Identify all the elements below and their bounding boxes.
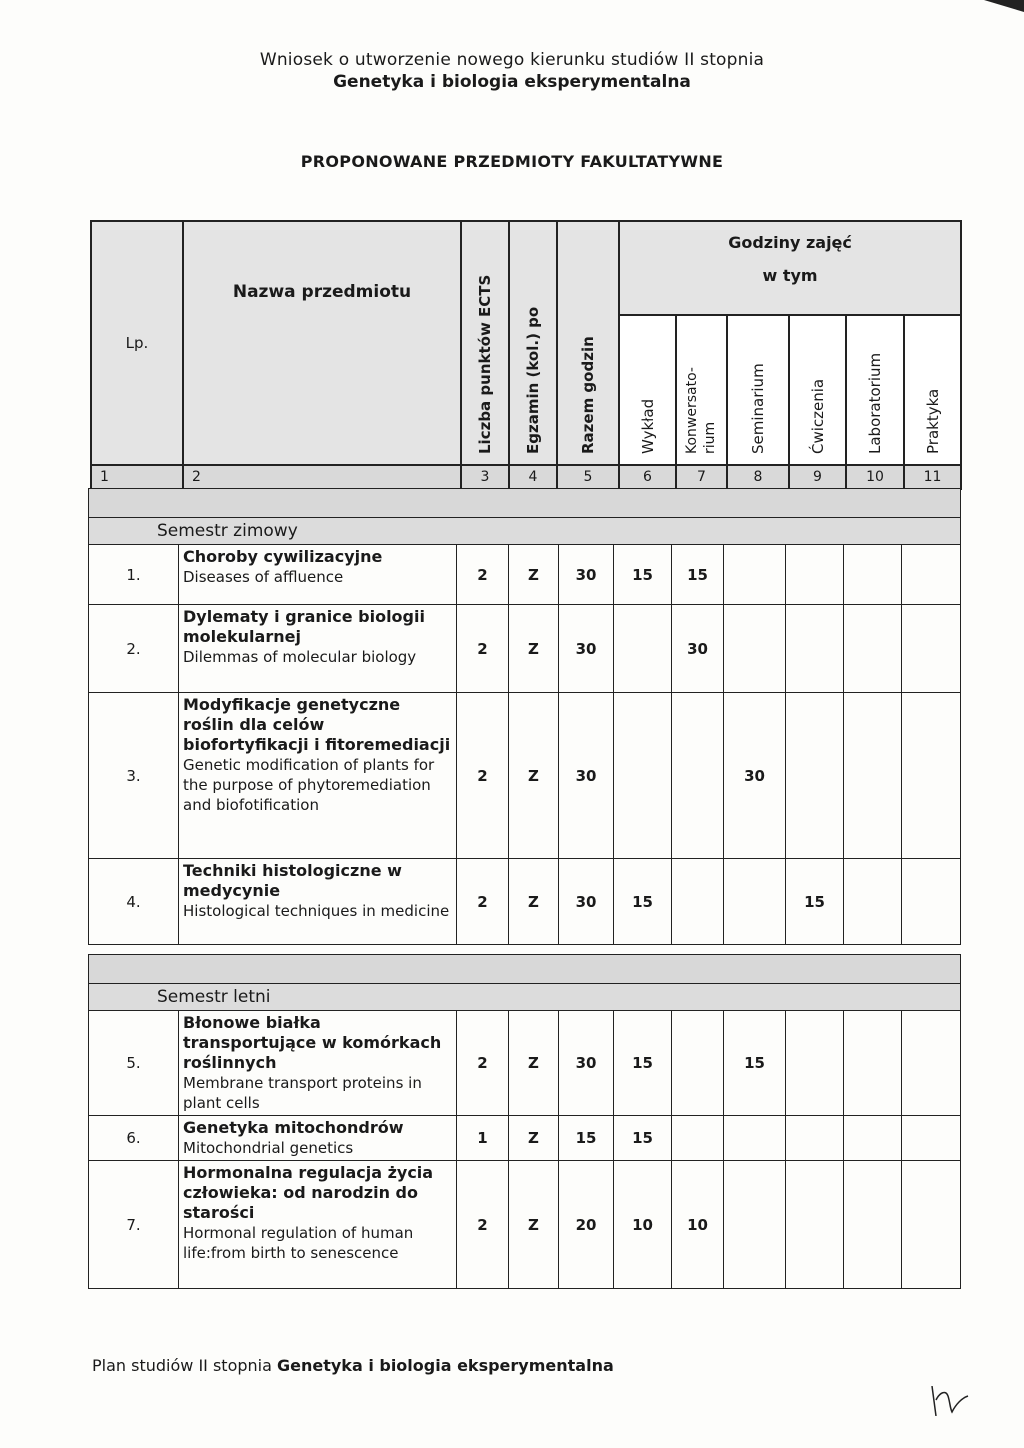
spacer-row [89, 955, 961, 984]
course-name-cell [179, 545, 457, 605]
seminarium-cell: 30 [724, 693, 786, 859]
lp-cell: 1. [89, 545, 179, 605]
razem-cell: 30 [559, 1011, 614, 1116]
course-name-cell [179, 1116, 457, 1161]
lp-cell: 7. [89, 1161, 179, 1289]
course-name-cell [179, 1161, 457, 1289]
wyklad-cell: 15 [614, 1011, 672, 1116]
lp-cell: 4. [89, 859, 179, 945]
col-number: 9 [789, 465, 846, 489]
seminarium-cell: 15 [724, 1011, 786, 1116]
course-name-en: Genetic modification of plants for the purpose of phytoremediation and biofotification [183, 756, 435, 814]
semester-name: Semestr letni [89, 984, 961, 1011]
razem-cell: 30 [559, 859, 614, 945]
spacer-cell [89, 955, 961, 984]
header-nazwa: Nazwa przedmiotu [183, 221, 461, 465]
seminarium-cell [724, 605, 786, 693]
ects-cell: 2 [457, 693, 509, 859]
laboratorium-cell [844, 1161, 902, 1289]
col-number: 2 [183, 465, 461, 489]
scan-edge-mark [964, 0, 1024, 12]
praktyka-cell [902, 693, 961, 859]
col-number: 6 [619, 465, 676, 489]
praktyka-cell [902, 1116, 961, 1161]
wyklad-cell: 15 [614, 1116, 672, 1161]
razem-cell: 15 [559, 1116, 614, 1161]
course-name-en: Histological techniques in medicine [183, 902, 450, 920]
konwersatorium-cell [672, 859, 724, 945]
ects-cell: 2 [457, 605, 509, 693]
egzamin-cell: Z [509, 545, 559, 605]
konwersatorium-cell [672, 1011, 724, 1116]
lp-cell: 6. [89, 1116, 179, 1161]
course-name-pl: Choroby cywilizacyjne [183, 547, 383, 566]
konwersatorium-cell: 30 [672, 605, 724, 693]
praktyka-cell [902, 1161, 961, 1289]
course-name-pl: Genetyka mitochondrów [183, 1118, 404, 1137]
col-number: 3 [461, 465, 509, 489]
table-row [89, 693, 961, 859]
razem-cell: 30 [559, 545, 614, 605]
document-header-line2: Genetyka i biologia eksperymentalna [333, 72, 691, 92]
seminarium-cell [724, 1116, 786, 1161]
lp-cell: 3. [89, 693, 179, 859]
laboratorium-cell [844, 1011, 902, 1116]
col-number: 10 [846, 465, 904, 489]
col-number: 7 [676, 465, 727, 489]
table-row [89, 859, 961, 945]
col-number: 4 [509, 465, 557, 489]
razem-cell: 30 [559, 693, 614, 859]
header-razem: Razem godzin [557, 221, 619, 465]
wyklad-cell: 15 [614, 545, 672, 605]
course-name-pl: Techniki histologiczne w medycynie [183, 861, 402, 900]
praktyka-cell [902, 859, 961, 945]
col-number: 5 [557, 465, 619, 489]
header-konwersatorium: Konwersato- rium [676, 315, 727, 465]
wyklad-cell [614, 605, 672, 693]
egzamin-cell: Z [509, 693, 559, 859]
cwiczenia-cell [786, 1116, 844, 1161]
ects-cell: 2 [457, 1011, 509, 1116]
seminarium-cell [724, 1161, 786, 1289]
seminarium-cell [724, 545, 786, 605]
semester-table-winter [88, 488, 961, 945]
cwiczenia-cell [786, 693, 844, 859]
seminarium-cell [724, 859, 786, 945]
lp-cell: 2. [89, 605, 179, 693]
egzamin-cell: Z [509, 605, 559, 693]
praktyka-cell [902, 545, 961, 605]
course-name-en: Membrane transport proteins in plant cells [183, 1074, 422, 1112]
course-name-pl: Błonowe białka transportujące w komórkach roślinnych [183, 1013, 442, 1072]
cwiczenia-cell: 15 [786, 859, 844, 945]
header-ects: Liczba punktów ECTS [461, 221, 509, 465]
course-name-pl: Dylematy i granice biologii molekularnej [183, 607, 425, 646]
ects-cell: 1 [457, 1116, 509, 1161]
semester-name: Semestr zimowy [89, 518, 961, 545]
razem-cell: 30 [559, 605, 614, 693]
course-name-en: Hormonal regulation of human life:from birth to senescence [183, 1224, 414, 1262]
header-seminarium: Seminarium [727, 315, 789, 465]
course-name-pl: Hormonalna regulacja życia człowieka: od narodzin do starości [183, 1163, 434, 1222]
ects-cell: 2 [457, 1161, 509, 1289]
course-name-cell [179, 605, 457, 693]
wyklad-cell [614, 693, 672, 859]
egzamin-cell: Z [509, 1011, 559, 1116]
column-number-row [91, 465, 961, 489]
header-laboratorium: Laboratorium [846, 315, 904, 465]
document-header-line1: Wniosek o utworzenie nowego kierunku studiów II stopnia [259, 50, 765, 70]
handwritten-initial-signature [924, 1386, 970, 1416]
wyklad-cell: 15 [614, 859, 672, 945]
header-lp: Lp. [91, 221, 183, 465]
praktyka-cell [902, 605, 961, 693]
header-wyklad: Wykład [619, 315, 676, 465]
table-row [89, 1011, 961, 1116]
laboratorium-cell [844, 545, 902, 605]
laboratorium-cell [844, 605, 902, 693]
header-egzamin: Egzamin (kol.) po [509, 221, 557, 465]
cwiczenia-cell [786, 1011, 844, 1116]
laboratorium-cell [844, 693, 902, 859]
header-praktyka: Praktyka [904, 315, 961, 465]
konwersatorium-cell [672, 1116, 724, 1161]
cwiczenia-cell [786, 545, 844, 605]
table-row [89, 1161, 961, 1289]
course-name-en: Dilemmas of molecular biology [183, 648, 417, 666]
semester-table-summer [88, 954, 961, 1289]
course-name-pl: Modyfikacje genetyczne roślin dla celów biofortyfikacji i fitoremediacji [183, 695, 451, 754]
col-number: 1 [91, 465, 183, 489]
course-name-cell [179, 693, 457, 859]
table-row [89, 605, 961, 693]
konwersatorium-cell: 10 [672, 1161, 724, 1289]
course-name-cell [179, 1011, 457, 1116]
semester-heading-row [89, 518, 961, 545]
konwersatorium-cell: 15 [672, 545, 724, 605]
section-title: PROPONOWANE PRZEDMIOTY FAKULTATYWNE [300, 152, 724, 171]
egzamin-cell: Z [509, 1161, 559, 1289]
course-name-en: Diseases of affluence [183, 568, 344, 586]
course-name-en: Mitochondrial genetics [183, 1139, 354, 1157]
footer-prefix: Plan studiów II stopnia [92, 1356, 272, 1375]
razem-cell: 20 [559, 1161, 614, 1289]
table-row [89, 1116, 961, 1161]
col-number: 11 [904, 465, 961, 489]
table-row [89, 545, 961, 605]
egzamin-cell: Z [509, 1116, 559, 1161]
ects-cell: 2 [457, 859, 509, 945]
laboratorium-cell [844, 859, 902, 945]
course-name-cell [179, 859, 457, 945]
cwiczenia-cell [786, 1161, 844, 1289]
spacer-cell [89, 489, 961, 518]
wyklad-cell: 10 [614, 1161, 672, 1289]
ects-cell: 2 [457, 545, 509, 605]
laboratorium-cell [844, 1116, 902, 1161]
praktyka-cell [902, 1011, 961, 1116]
footer-program-name: Genetyka i biologia eksperymentalna [277, 1356, 614, 1375]
col-number: 8 [727, 465, 789, 489]
cwiczenia-cell [786, 605, 844, 693]
spacer-row [89, 489, 961, 518]
konwersatorium-cell [672, 693, 724, 859]
table-header [90, 220, 962, 490]
semester-heading-row [89, 984, 961, 1011]
header-cwiczenia: Ćwiczenia [789, 315, 846, 465]
egzamin-cell: Z [509, 859, 559, 945]
lp-cell: 5. [89, 1011, 179, 1116]
page-footer [92, 1356, 614, 1375]
header-godziny: Godziny zajęć w tym [619, 221, 961, 315]
